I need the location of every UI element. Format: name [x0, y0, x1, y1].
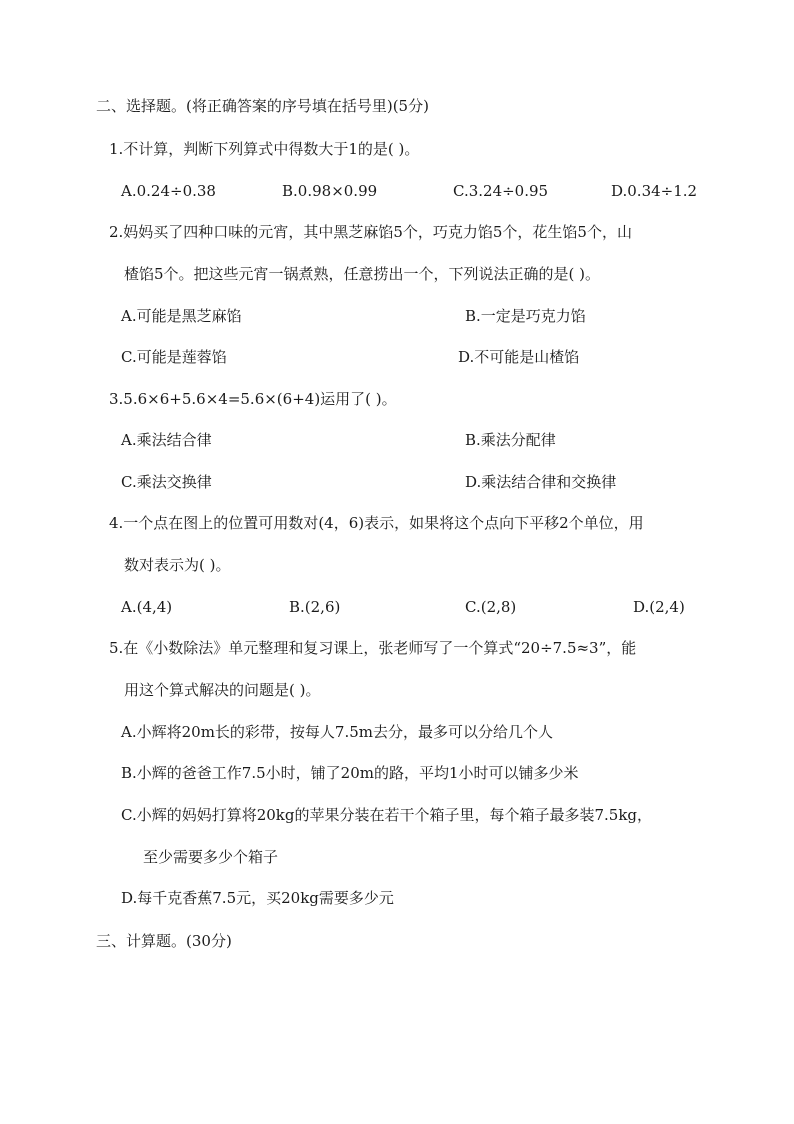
- question-1-option-b: B.0.98×0.99: [282, 182, 378, 200]
- question-4-option-c: C.(2,8): [465, 598, 517, 616]
- question-2-option-c: C.可能是莲蓉馅: [121, 348, 227, 366]
- question-5-stem-line-1: 5.在《小数除法》单元整理和复习课上，张老师写了一个算式“20÷7.5≈3”，能: [109, 639, 637, 657]
- question-1-option-d: D.0.34÷1.2: [611, 182, 698, 200]
- section-2-heading: 二、选择题。(将正确答案的序号填在括号里)(5分): [96, 97, 429, 115]
- question-4-stem-line-2: 数对表示为( )。: [124, 556, 231, 574]
- question-4-option-b: B.(2,6): [289, 598, 341, 616]
- question-2-option-d: D.不可能是山楂馅: [458, 348, 580, 366]
- question-4-stem-line-1: 4.一个点在图上的位置可用数对(4，6)表示，如果将这个点向下平移2个单位，用: [109, 514, 644, 532]
- question-2-option-a: A.可能是黑芝麻馅: [121, 307, 242, 325]
- question-2-stem-line-1: 2.妈妈买了四种口味的元宵，其中黑芝麻馅5个，巧克力馅5个，花生馅5个，山: [109, 223, 632, 241]
- question-1-option-a: A.0.24÷0.38: [121, 182, 216, 200]
- question-1-option-c: C.3.24÷0.95: [453, 182, 549, 200]
- section-3-heading: 三、计算题。(30分): [96, 932, 232, 950]
- question-5-option-d: D.每千克香蕉7.5元，买20kg需要多少元: [121, 889, 394, 907]
- question-5-stem-line-2: 用这个算式解决的问题是( )。: [124, 681, 321, 699]
- question-5-option-a: A.小辉将20m长的彩带，按每人7.5m去分，最多可以分给几个人: [121, 723, 553, 741]
- question-5-option-c-line-2: 至少需要多少个箱子: [143, 848, 279, 866]
- question-3-stem: 3.5.6×6+5.6×4=5.6×(6+4)运用了( )。: [109, 390, 397, 408]
- question-2-stem-line-2: 楂馅5个。把这些元宵一锅煮熟，任意捞出一个，下列说法正确的是( )。: [124, 265, 601, 283]
- question-4-option-d: D.(2,4): [633, 598, 685, 616]
- question-2-option-b: B.一定是巧克力馅: [465, 307, 586, 325]
- question-3-option-a: A.乘法结合律: [121, 431, 212, 449]
- question-3-option-b: B.乘法分配律: [465, 431, 556, 449]
- question-5-option-b: B.小辉的爸爸工作7.5小时，铺了20m的路，平均1小时可以铺多少米: [121, 764, 579, 782]
- question-4-option-a: A.(4,4): [121, 598, 173, 616]
- question-3-option-c: C.乘法交换律: [121, 473, 212, 491]
- question-3-option-d: D.乘法结合律和交换律: [465, 473, 617, 491]
- question-5-option-c-line-1: C.小辉的妈妈打算将20kg的苹果分装在若干个箱子里，每个箱子最多装7.5kg，: [121, 806, 653, 824]
- question-1-stem: 1.不计算，判断下列算式中得数大于1的是( )。: [109, 140, 420, 158]
